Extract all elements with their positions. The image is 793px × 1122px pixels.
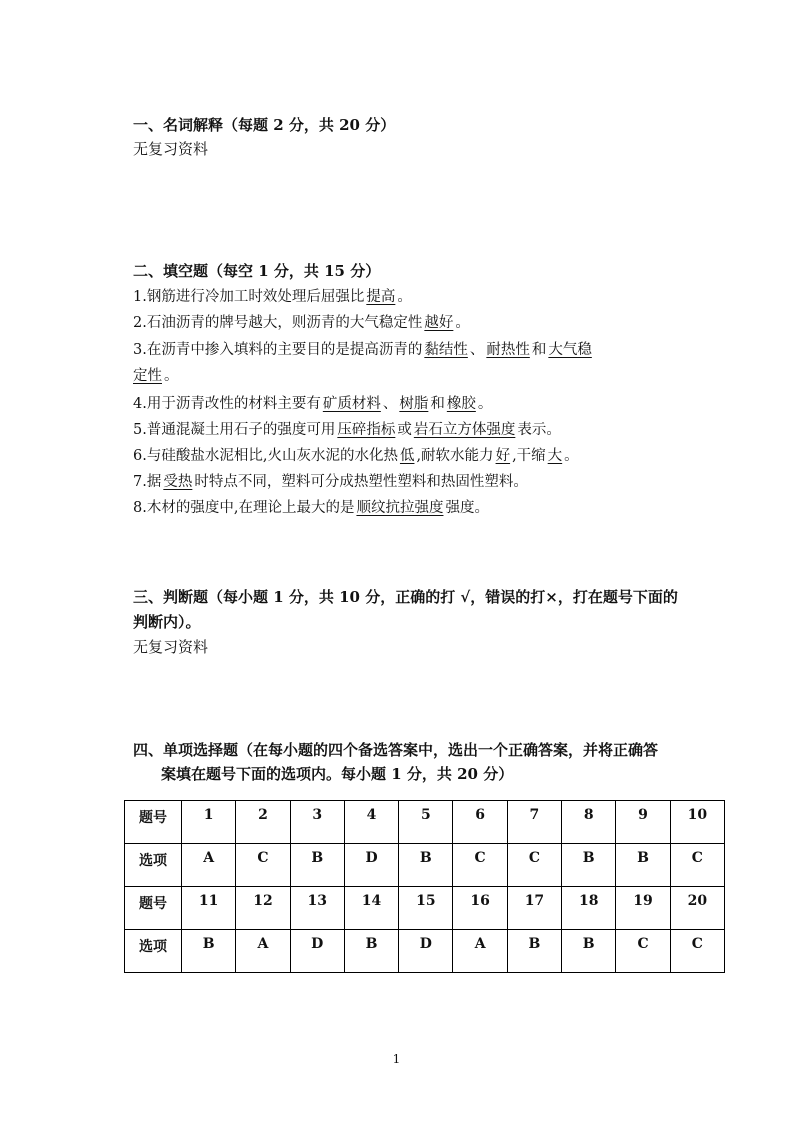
- row-header-cell: 选项: [125, 844, 182, 887]
- table-cell: C: [453, 844, 507, 887]
- answer-blank: 黏结性: [424, 342, 468, 358]
- section-1-body: 无复习资料: [133, 140, 209, 158]
- table-cell: 15: [399, 887, 453, 930]
- answer-blank: 矿质材料: [322, 396, 381, 412]
- row-header-cell: 选项: [125, 930, 182, 973]
- fill-question-6: 6.与硅酸盐水泥相比,火山灰水泥的水化热 低 ,耐软水能力 好 ,干缩 大 。: [133, 448, 579, 464]
- table-cell: 19: [616, 887, 670, 930]
- table-cell: 9: [616, 801, 670, 844]
- fill-question-1: 1.钢筋进行冷加工时效处理后屈强比 提高 。: [133, 289, 412, 305]
- answer-blank: 定性: [133, 368, 162, 384]
- table-cell: 3: [290, 801, 344, 844]
- table-cell: 16: [453, 887, 507, 930]
- table-cell: B: [399, 844, 453, 887]
- section-1-title: 一、名词解释（每题 2 分，共 20 分）: [133, 116, 396, 134]
- table-cell: D: [344, 844, 398, 887]
- table-row: [125, 801, 725, 844]
- answer-blank: 低: [399, 448, 415, 464]
- section-3-title: 三、判断题（每小题 1 分，共 10 分，正确的打 √，错误的打×，打在题号下面的: [133, 588, 678, 606]
- table-cell: 14: [344, 887, 398, 930]
- table-cell: A: [182, 844, 236, 887]
- table-cell: 1: [182, 801, 236, 844]
- fill-question-8: 8.木材的强度中,在理论上最大的是 顺纹抗拉强度 强度。: [133, 500, 489, 516]
- table-cell: C: [670, 930, 724, 973]
- answer-blank: 大气稳: [548, 342, 592, 358]
- answer-blank: 越好: [424, 315, 454, 331]
- table-cell: 6: [453, 801, 507, 844]
- answer-blank: 顺纹抗拉强度: [356, 500, 444, 516]
- table-cell: C: [670, 844, 724, 887]
- table-row: [125, 887, 725, 930]
- table-cell: B: [182, 930, 236, 973]
- table-cell: 2: [236, 801, 290, 844]
- row-header-cell: 题号: [125, 887, 182, 930]
- fill-question-5: 5.普通混凝土用石子的强度可用 压碎指标 或 岩石立方体强度 表示。: [133, 422, 561, 438]
- fill-question-3-cont: 定性 。: [133, 368, 179, 384]
- table-cell: B: [290, 844, 344, 887]
- table-cell: C: [616, 930, 670, 973]
- section-4-title-cont: 案填在题号下面的选项内。每小题 1 分，共 20 分）: [161, 765, 514, 783]
- table-cell: B: [616, 844, 670, 887]
- table-cell: C: [507, 844, 561, 887]
- section-4-title: 四、单项选择题（在每小题的四个备选答案中，选出一个正确答案，并将正确答: [133, 741, 659, 759]
- answer-blank: 橡胶: [446, 396, 476, 412]
- answer-blank: 提高: [366, 289, 396, 305]
- table-cell: 20: [670, 887, 724, 930]
- section-3-title-cont: 判断内）。: [133, 613, 201, 631]
- table-cell: D: [399, 930, 453, 973]
- table-cell: B: [562, 844, 616, 887]
- table-cell: B: [562, 930, 616, 973]
- fill-question-7: 7.据 受热 时特点不同，塑料可分成热塑性塑料和热固性塑料。: [133, 474, 528, 490]
- table-cell: 7: [507, 801, 561, 844]
- answer-blank: 受热: [163, 474, 193, 490]
- answer-table: [124, 800, 725, 973]
- answer-blank: 大: [547, 448, 563, 464]
- answer-blank: 好: [495, 448, 511, 464]
- table-cell: 17: [507, 887, 561, 930]
- section-3-body: 无复习资料: [133, 638, 209, 656]
- page-number: 1: [392, 1052, 401, 1066]
- table-row: [125, 844, 725, 887]
- table-cell: 12: [236, 887, 290, 930]
- table-cell: 8: [562, 801, 616, 844]
- table-cell: 4: [344, 801, 398, 844]
- table-row: [125, 930, 725, 973]
- table-cell: 18: [562, 887, 616, 930]
- fill-question-2: 2.石油沥青的牌号越大，则沥青的大气稳定性 越好 。: [133, 315, 470, 331]
- answer-blank: 压碎指标: [337, 422, 396, 438]
- fill-question-3: 3.在沥青中掺入填料的主要目的是提高沥青的 黏结性 、 耐热性 和 大气稳: [133, 342, 592, 358]
- table-cell: B: [344, 930, 398, 973]
- table-cell: 5: [399, 801, 453, 844]
- table-cell: C: [236, 844, 290, 887]
- section-2-title: 二、填空题（每空 1 分，共 15 分）: [133, 262, 381, 280]
- table-cell: 13: [290, 887, 344, 930]
- answer-blank: 树脂: [399, 396, 429, 412]
- table-cell: A: [453, 930, 507, 973]
- table-cell: 10: [670, 801, 724, 844]
- fill-question-4: 4.用于沥青改性的材料主要有 矿质材料 、 树脂 和 橡胶 。: [133, 396, 493, 412]
- table-cell: D: [290, 930, 344, 973]
- table-cell: B: [507, 930, 561, 973]
- answer-blank: 岩石立方体强度: [413, 422, 516, 438]
- answer-blank: 耐热性: [486, 342, 530, 358]
- table-cell: 11: [182, 887, 236, 930]
- table-cell: A: [236, 930, 290, 973]
- row-header-cell: 题号: [125, 801, 182, 844]
